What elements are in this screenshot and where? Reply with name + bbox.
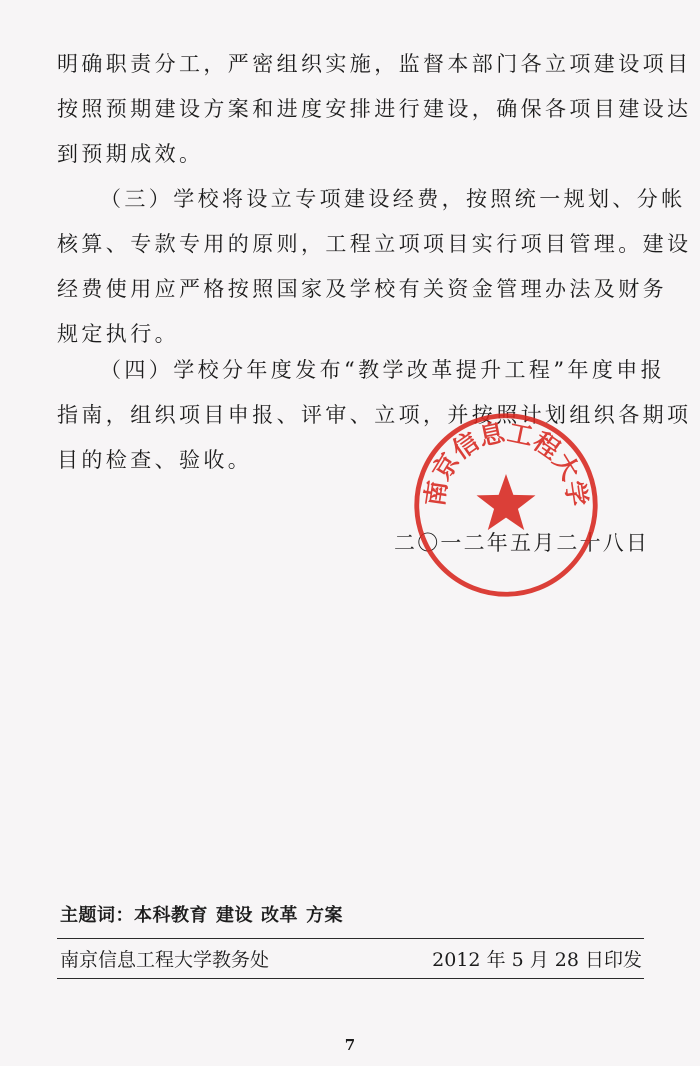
- body-text-line: 按照预期建设方案和进度安排进行建设，确保各项目建设达: [57, 97, 692, 121]
- keyword-term: 本科教育: [134, 905, 208, 926]
- issuing-office: 南京信息工程大学教务处: [60, 949, 270, 971]
- keyword-term: 建设: [216, 905, 253, 926]
- footer-top-rule: [57, 938, 644, 939]
- body-text-line: 规定执行。: [57, 322, 179, 346]
- keywords-line: [60, 904, 343, 928]
- body-text-line: （三）学校将设立专项建设经费，按照统一规划、分帐: [100, 187, 686, 211]
- keywords-label: 主题词：: [60, 905, 134, 926]
- body-text-line: 目的检查、验收。: [57, 448, 253, 472]
- keyword-term: 改革: [261, 905, 298, 926]
- body-text-line: 指南，组织项目申报、评审、立项，并按照计划组织各期项: [57, 403, 692, 427]
- body-text-line: 核算、专款专用的原则，工程立项项目实行项目管理。建设: [57, 232, 692, 256]
- body-text-line: （四）学校分年度发布“教学改革提升工程”年度申报: [100, 358, 666, 382]
- body-text-line: 到预期成效。: [57, 142, 204, 166]
- page-number: 7: [344, 1036, 356, 1054]
- seal-text: 南京信息工程大学: [419, 417, 593, 509]
- signing-date: 二〇一二年五月二十八日: [394, 531, 650, 555]
- footer-bottom-rule: [57, 978, 644, 979]
- issue-date: 2012 年 5 月 28 日印发: [432, 949, 642, 971]
- keyword-term: 方案: [306, 905, 343, 926]
- seal-star-icon: [477, 474, 536, 530]
- body-text-line: 经费使用应严格按照国家及学校有关资金管理办法及财务: [57, 277, 667, 301]
- official-seal-icon: [409, 408, 603, 602]
- body-text-line: 明确职责分工，严密组织实施，监督本部门各立项建设项目: [57, 52, 692, 76]
